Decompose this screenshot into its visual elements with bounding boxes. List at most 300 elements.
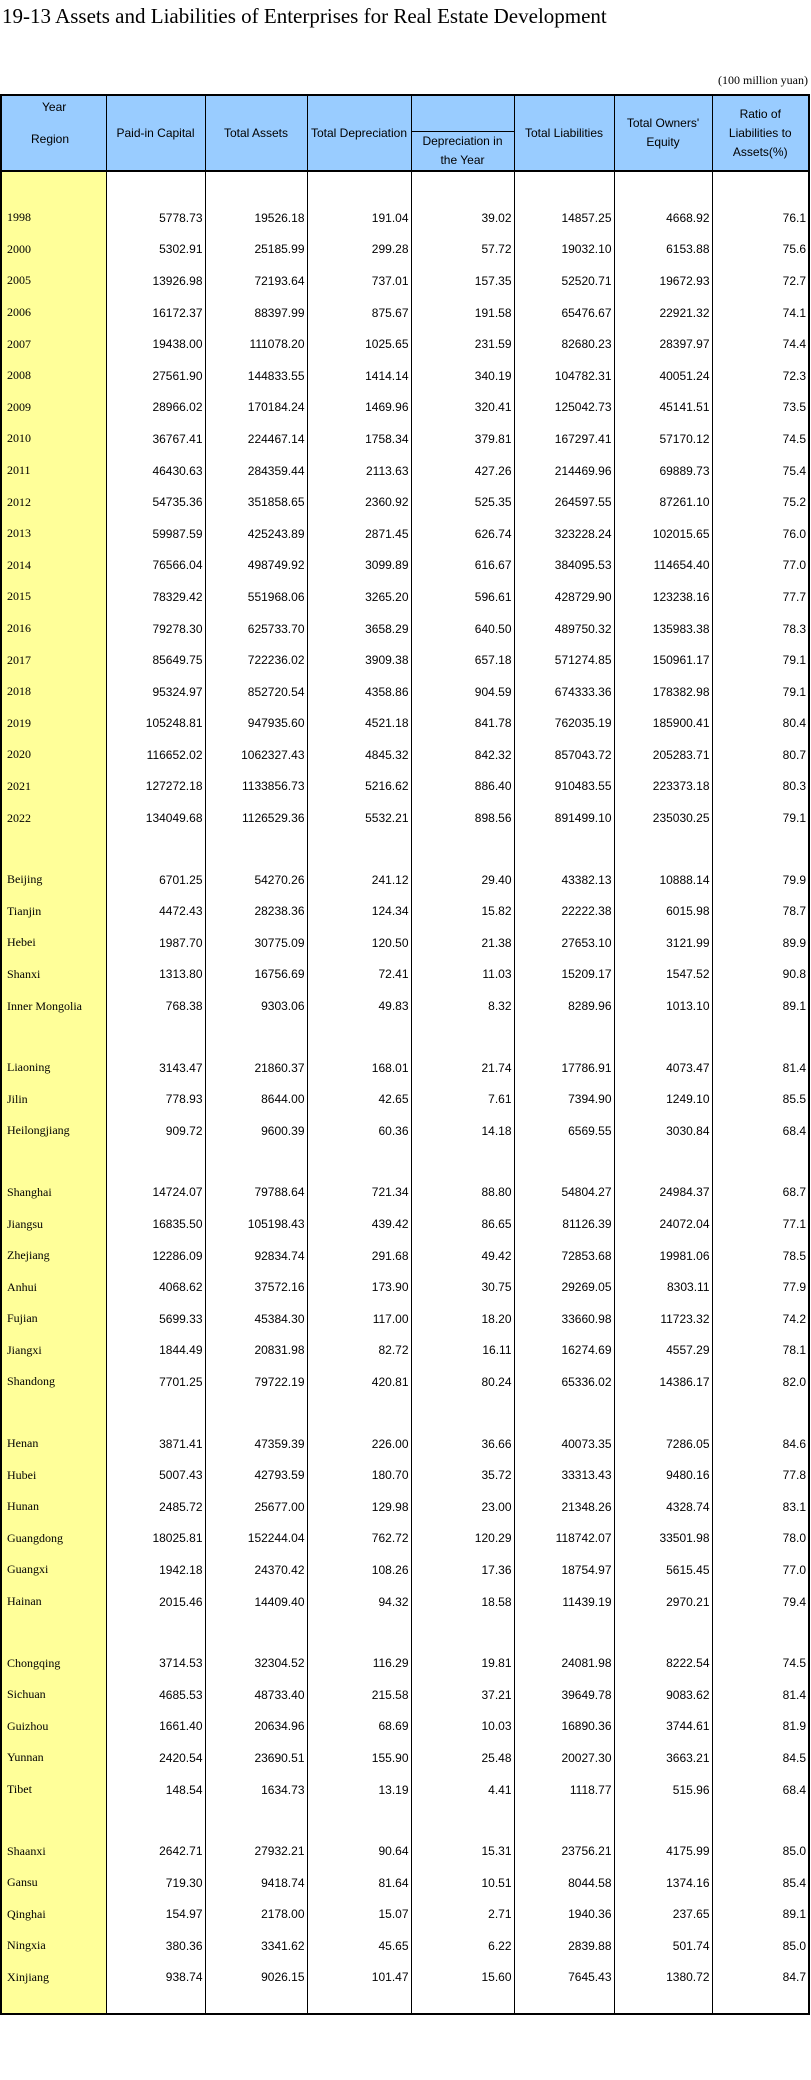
spacer-cell [514,1398,614,1428]
total-depreciation-cell: 81.64 [307,1867,411,1899]
row-label: Hunan [1,1491,106,1523]
spacer-cell [106,1147,205,1177]
total-depreciation-cell: 2871.45 [307,518,411,550]
ratio-cell: 78.5 [712,1240,809,1272]
total-depreciation-cell: 215.58 [307,1679,411,1711]
header-depreciation-in-year: Depreciation in the Year [411,132,514,172]
ratio-cell: 85.0 [712,1835,809,1867]
table-row [1,864,809,896]
total-liabilities-cell: 104782.31 [514,360,614,392]
depreciation-in-year-cell: 18.58 [411,1586,514,1618]
spacer-cell [712,1398,809,1428]
paid-in-capital-cell: 148.54 [106,1774,205,1806]
owners-equity-cell: 24072.04 [614,1208,712,1240]
paid-in-capital-cell: 909.72 [106,1115,205,1147]
row-label: Hainan [1,1586,106,1618]
spacer-cell [205,1617,307,1647]
total-depreciation-cell: 108.26 [307,1554,411,1586]
depreciation-in-year-cell: 626.74 [411,518,514,550]
total-liabilities-cell: 674333.36 [514,676,614,708]
spacer-cell [712,1147,809,1177]
ratio-cell: 74.4 [712,328,809,360]
total-liabilities-cell: 52520.71 [514,265,614,297]
owners-equity-cell: 24984.37 [614,1177,712,1209]
depreciation-in-year-cell: 23.00 [411,1491,514,1523]
total-liabilities-cell: 428729.90 [514,581,614,613]
depreciation-in-year-cell: 36.66 [411,1428,514,1460]
total-assets-cell: 79788.64 [205,1177,307,1209]
depreciation-in-year-cell: 80.24 [411,1366,514,1398]
paid-in-capital-cell: 380.36 [106,1930,205,1962]
table-row [1,423,809,455]
total-depreciation-cell: 762.72 [307,1523,411,1555]
total-assets-cell: 32304.52 [205,1647,307,1679]
total-liabilities-cell: 14857.25 [514,202,614,234]
ratio-cell: 77.7 [712,581,809,613]
total-assets-cell: 47359.39 [205,1428,307,1460]
paid-in-capital-cell: 16835.50 [106,1208,205,1240]
ratio-cell: 76.1 [712,202,809,234]
total-assets-cell: 30775.09 [205,927,307,959]
ratio-cell: 82.0 [712,1366,809,1398]
row-label: Shanghai [1,1177,106,1209]
total-assets-cell: 105198.43 [205,1208,307,1240]
table-row [1,1335,809,1367]
ratio-cell: 89.1 [712,990,809,1022]
owners-equity-cell: 4328.74 [614,1491,712,1523]
header-total-assets: Total Assets [205,95,307,171]
row-label: 2017 [1,644,106,676]
total-assets-cell: 3341.62 [205,1930,307,1962]
total-assets-cell: 8644.00 [205,1083,307,1115]
ratio-cell: 89.1 [712,1899,809,1931]
row-label: 2022 [1,802,106,834]
total-assets-cell: 92834.74 [205,1240,307,1272]
spacer-cell [307,1617,411,1647]
ratio-cell: 68.7 [712,1177,809,1209]
row-label: 2020 [1,739,106,771]
table-row [1,581,809,613]
spacer-cell [205,1805,307,1835]
row-label: Chongqing [1,1647,106,1679]
paid-in-capital-cell: 4685.53 [106,1679,205,1711]
owners-equity-cell: 2970.21 [614,1586,712,1618]
row-label: 2007 [1,328,106,360]
row-label: Gansu [1,1867,106,1899]
table-row [1,392,809,424]
owners-equity-cell: 515.96 [614,1774,712,1806]
table-row [1,1679,809,1711]
spacer-cell [307,1022,411,1052]
total-depreciation-cell: 3099.89 [307,550,411,582]
table-row [1,895,809,927]
total-depreciation-cell: 124.34 [307,895,411,927]
table-row [1,739,809,771]
total-assets-cell: 224467.14 [205,423,307,455]
total-depreciation-cell: 1758.34 [307,423,411,455]
total-depreciation-cell: 68.69 [307,1711,411,1743]
total-assets-cell: 152244.04 [205,1523,307,1555]
depreciation-in-year-cell: 120.29 [411,1523,514,1555]
owners-equity-cell: 6015.98 [614,895,712,927]
spacer-cell [1,834,106,864]
row-label: Henan [1,1428,106,1460]
row-label: Hubei [1,1459,106,1491]
spacer-cell [514,1147,614,1177]
total-depreciation-cell: 439.42 [307,1208,411,1240]
total-assets-cell: 498749.92 [205,550,307,582]
depreciation-in-year-cell: 379.81 [411,423,514,455]
total-assets-cell: 48733.40 [205,1679,307,1711]
depreciation-in-year-cell: 525.35 [411,486,514,518]
spacer-cell [614,1398,712,1428]
owners-equity-cell: 1013.10 [614,990,712,1022]
total-liabilities-cell: 167297.41 [514,423,614,455]
total-assets-cell: 2178.00 [205,1899,307,1931]
spacer-cell [712,1993,809,2014]
row-label: 2019 [1,708,106,740]
total-liabilities-cell: 22222.38 [514,895,614,927]
paid-in-capital-cell: 18025.81 [106,1523,205,1555]
data-table [0,94,810,2015]
owners-equity-cell: 87261.10 [614,486,712,518]
owners-equity-cell: 1380.72 [614,1962,712,1994]
spacer-cell [411,1147,514,1177]
row-label: 2008 [1,360,106,392]
total-depreciation-cell: 875.67 [307,297,411,329]
spacer-row [1,1398,809,1428]
paid-in-capital-cell: 85649.75 [106,644,205,676]
owners-equity-cell: 501.74 [614,1930,712,1962]
row-label: Sichuan [1,1679,106,1711]
total-liabilities-cell: 8289.96 [514,990,614,1022]
depreciation-in-year-cell: 10.51 [411,1867,514,1899]
depreciation-in-year-cell: 17.36 [411,1554,514,1586]
depreciation-in-year-cell: 39.02 [411,202,514,234]
spacer-cell [106,171,205,202]
total-liabilities-cell: 65336.02 [514,1366,614,1398]
table-row [1,297,809,329]
spacer-cell [307,171,411,202]
row-label: 2013 [1,518,106,550]
spacer-cell [205,1147,307,1177]
spacer-cell [106,1805,205,1835]
table-row [1,1962,809,1994]
ratio-cell: 84.7 [712,1962,809,1994]
ratio-cell: 75.2 [712,486,809,518]
depreciation-in-year-cell: 10.03 [411,1711,514,1743]
paid-in-capital-cell: 5699.33 [106,1303,205,1335]
owners-equity-cell: 14386.17 [614,1366,712,1398]
table-row [1,1930,809,1962]
total-depreciation-cell: 15.07 [307,1899,411,1931]
ratio-cell: 80.7 [712,739,809,771]
total-assets-cell: 88397.99 [205,297,307,329]
total-depreciation-cell: 72.41 [307,959,411,991]
table-row [1,1899,809,1931]
depreciation-in-year-cell: 616.67 [411,550,514,582]
depreciation-in-year-cell: 841.78 [411,708,514,740]
total-liabilities-cell: 15209.17 [514,959,614,991]
paid-in-capital-cell: 28966.02 [106,392,205,424]
total-depreciation-cell: 5532.21 [307,802,411,834]
total-assets-cell: 9026.15 [205,1962,307,1994]
paid-in-capital-cell: 14724.07 [106,1177,205,1209]
spacer-row [1,1022,809,1052]
owners-equity-cell: 33501.98 [614,1523,712,1555]
ratio-cell: 72.3 [712,360,809,392]
depreciation-in-year-cell: 904.59 [411,676,514,708]
depreciation-in-year-cell: 596.61 [411,581,514,613]
ratio-cell: 74.2 [712,1303,809,1335]
depreciation-in-year-cell: 2.71 [411,1899,514,1931]
header-total-depreciation: Total Depreciation [307,95,411,171]
total-liabilities-cell: 18754.97 [514,1554,614,1586]
total-liabilities-cell: 24081.98 [514,1647,614,1679]
paid-in-capital-cell: 4472.43 [106,895,205,927]
total-assets-cell: 284359.44 [205,455,307,487]
owners-equity-cell: 4073.47 [614,1052,712,1084]
table-row [1,1711,809,1743]
paid-in-capital-cell: 1942.18 [106,1554,205,1586]
total-assets-cell: 9600.39 [205,1115,307,1147]
total-depreciation-cell: 2113.63 [307,455,411,487]
total-assets-cell: 19526.18 [205,202,307,234]
ratio-cell: 78.3 [712,613,809,645]
spacer-row [1,171,809,202]
spacer-cell [411,171,514,202]
unit-note: (100 million yuan) [718,73,808,87]
depreciation-in-year-cell: 8.32 [411,990,514,1022]
owners-equity-cell: 1374.16 [614,1867,712,1899]
depreciation-in-year-cell: 157.35 [411,265,514,297]
paid-in-capital-cell: 59987.59 [106,518,205,550]
total-liabilities-cell: 125042.73 [514,392,614,424]
spacer-cell [514,834,614,864]
row-label: 2011 [1,455,106,487]
table-row [1,927,809,959]
owners-equity-cell: 135983.38 [614,613,712,645]
total-assets-cell: 551968.06 [205,581,307,613]
ratio-cell: 84.5 [712,1742,809,1774]
row-label: Zhejiang [1,1240,106,1272]
ratio-cell: 77.0 [712,550,809,582]
total-liabilities-cell: 27653.10 [514,927,614,959]
spacer-cell [411,1617,514,1647]
depreciation-in-year-cell: 6.22 [411,1930,514,1962]
owners-equity-cell: 150961.17 [614,644,712,676]
header-ratio: Ratio of Liabilities to Assets(%) [712,95,809,171]
paid-in-capital-cell: 154.97 [106,1899,205,1931]
total-liabilities-cell: 7645.43 [514,1962,614,1994]
spacer-row [1,1617,809,1647]
owners-equity-cell: 123238.16 [614,581,712,613]
spacer-cell [205,834,307,864]
total-assets-cell: 170184.24 [205,392,307,424]
table-row [1,1303,809,1335]
spacer-cell [712,834,809,864]
table-row [1,708,809,740]
total-depreciation-cell: 13.19 [307,1774,411,1806]
depreciation-in-year-cell: 657.18 [411,644,514,676]
spacer-cell [1,1993,106,2014]
spacer-cell [307,1398,411,1428]
table-row [1,1271,809,1303]
ratio-cell: 76.0 [712,518,809,550]
total-depreciation-cell: 3265.20 [307,581,411,613]
total-liabilities-cell: 762035.19 [514,708,614,740]
total-liabilities-cell: 571274.85 [514,644,614,676]
ratio-cell: 79.9 [712,864,809,896]
owners-equity-cell: 5615.45 [614,1554,712,1586]
table-row [1,1459,809,1491]
total-depreciation-cell: 45.65 [307,1930,411,1962]
table-row [1,234,809,266]
paid-in-capital-cell: 5302.91 [106,234,205,266]
owners-equity-cell: 205283.71 [614,739,712,771]
depreciation-in-year-cell: 231.59 [411,328,514,360]
table-row [1,1742,809,1774]
ratio-cell: 68.4 [712,1115,809,1147]
total-depreciation-cell: 94.32 [307,1586,411,1618]
paid-in-capital-cell: 116652.02 [106,739,205,771]
total-depreciation-cell: 155.90 [307,1742,411,1774]
total-assets-cell: 20831.98 [205,1335,307,1367]
ratio-cell: 79.1 [712,676,809,708]
paid-in-capital-cell: 1987.70 [106,927,205,959]
total-depreciation-cell: 291.68 [307,1240,411,1272]
total-depreciation-cell: 191.04 [307,202,411,234]
total-assets-cell: 79722.19 [205,1366,307,1398]
owners-equity-cell: 28397.97 [614,328,712,360]
depreciation-in-year-cell: 427.26 [411,455,514,487]
owners-equity-cell: 7286.05 [614,1428,712,1460]
paid-in-capital-cell: 46430.63 [106,455,205,487]
total-liabilities-cell: 40073.35 [514,1428,614,1460]
spacer-cell [205,171,307,202]
table-body [1,171,809,2014]
spacer-cell [1,1398,106,1428]
ratio-cell: 78.1 [712,1335,809,1367]
spacer-cell [614,1805,712,1835]
ratio-cell: 80.4 [712,708,809,740]
table-row [1,486,809,518]
table-row [1,1208,809,1240]
row-label: Shandong [1,1366,106,1398]
table-row [1,1867,809,1899]
depreciation-in-year-cell: 19.81 [411,1647,514,1679]
paid-in-capital-cell: 6701.25 [106,864,205,896]
total-liabilities-cell: 33660.98 [514,1303,614,1335]
total-depreciation-cell: 168.01 [307,1052,411,1084]
row-label: Tianjin [1,895,106,927]
depreciation-in-year-cell: 898.56 [411,802,514,834]
paid-in-capital-cell: 3143.47 [106,1052,205,1084]
table-row [1,1554,809,1586]
table-row [1,1491,809,1523]
paid-in-capital-cell: 2642.71 [106,1835,205,1867]
owners-equity-cell: 114654.40 [614,550,712,582]
spacer-cell [106,834,205,864]
total-liabilities-cell: 81126.39 [514,1208,614,1240]
owners-equity-cell: 19981.06 [614,1240,712,1272]
total-liabilities-cell: 384095.53 [514,550,614,582]
depreciation-in-year-cell: 57.72 [411,234,514,266]
row-label: Jiangsu [1,1208,106,1240]
depreciation-in-year-cell: 88.80 [411,1177,514,1209]
total-depreciation-cell: 5216.62 [307,771,411,803]
owners-equity-cell: 8303.11 [614,1271,712,1303]
paid-in-capital-cell: 19438.00 [106,328,205,360]
total-depreciation-cell: 420.81 [307,1366,411,1398]
total-assets-cell: 9303.06 [205,990,307,1022]
spacer-cell [514,171,614,202]
ratio-cell: 81.4 [712,1679,809,1711]
total-depreciation-cell: 90.64 [307,1835,411,1867]
depreciation-in-year-cell: 15.31 [411,1835,514,1867]
total-liabilities-cell: 7394.90 [514,1083,614,1115]
total-liabilities-cell: 6569.55 [514,1115,614,1147]
owners-equity-cell: 178382.98 [614,676,712,708]
total-liabilities-cell: 2839.88 [514,1930,614,1962]
total-liabilities-cell: 54804.27 [514,1177,614,1209]
row-label: Tibet [1,1774,106,1806]
row-label: Heilongjiang [1,1115,106,1147]
owners-equity-cell: 4668.92 [614,202,712,234]
spacer-cell [514,1022,614,1052]
total-assets-cell: 1062327.43 [205,739,307,771]
depreciation-in-year-cell: 15.60 [411,1962,514,1994]
owners-equity-cell: 22921.32 [614,297,712,329]
row-label: Guizhou [1,1711,106,1743]
table-row [1,990,809,1022]
owners-equity-cell: 19672.93 [614,265,712,297]
ratio-cell: 79.4 [712,1586,809,1618]
total-assets-cell: 42793.59 [205,1459,307,1491]
row-label: Xinjiang [1,1962,106,1994]
total-depreciation-cell: 60.36 [307,1115,411,1147]
total-depreciation-cell: 3658.29 [307,613,411,645]
row-label: Ningxia [1,1930,106,1962]
spacer-cell [614,834,712,864]
total-assets-cell: 14409.40 [205,1586,307,1618]
spacer-cell [614,1617,712,1647]
total-assets-cell: 45384.30 [205,1303,307,1335]
total-liabilities-cell: 16890.36 [514,1711,614,1743]
total-liabilities-cell: 489750.32 [514,613,614,645]
paid-in-capital-cell: 2420.54 [106,1742,205,1774]
depreciation-in-year-cell: 191.58 [411,297,514,329]
table-row [1,328,809,360]
spacer-cell [712,171,809,202]
paid-in-capital-cell: 36767.41 [106,423,205,455]
paid-in-capital-cell: 3714.53 [106,1647,205,1679]
table-row [1,644,809,676]
depreciation-in-year-cell: 7.61 [411,1083,514,1115]
ratio-cell: 75.6 [712,234,809,266]
paid-in-capital-cell: 1844.49 [106,1335,205,1367]
row-label: 2005 [1,265,106,297]
table-row [1,1523,809,1555]
table-row [1,455,809,487]
row-label: Guangdong [1,1523,106,1555]
row-label: 2012 [1,486,106,518]
spacer-cell [307,1993,411,2014]
total-assets-cell: 23690.51 [205,1742,307,1774]
total-assets-cell: 9418.74 [205,1867,307,1899]
spacer-cell [1,1617,106,1647]
row-label: Yunnan [1,1742,106,1774]
